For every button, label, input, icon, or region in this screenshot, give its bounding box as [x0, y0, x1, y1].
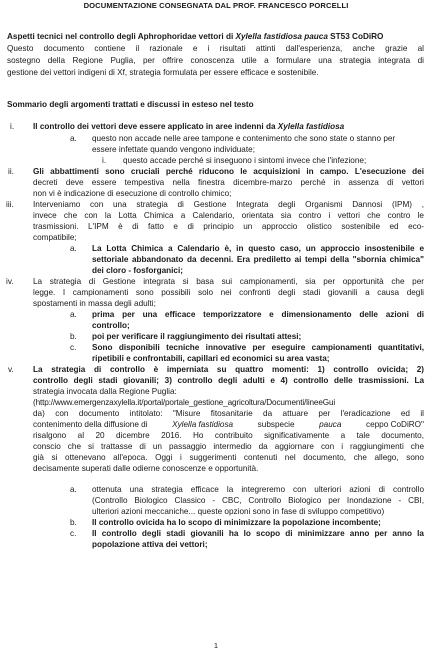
item-iv-a-line-2: controllo; — [92, 321, 130, 330]
item-v-c-number: c. — [70, 529, 77, 538]
item-iv-c-line-2: ripetibili e confrontabili, capillari ed economici su area vasta; — [92, 354, 330, 363]
item-v-line-2: controllo degli stadi giovanili; 3) controllo degli adulti e 4) controllo delle trasmissioni. La — [33, 376, 424, 385]
item-v-line-6 — [33, 419, 424, 430]
item-ii-line-1: Gli abbattimenti sono cruciali perché riducono le acquisizioni in campo. L'esecuzione dei — [33, 167, 424, 176]
title-species: Xylella fastidiosa pauca — [235, 32, 328, 41]
item-i-a-line-1: questo non accade nelle aree tampone e contenimento che sono state o stanno per — [92, 134, 396, 143]
title-post: ST53 CoDiRO — [327, 32, 384, 41]
item-iii-line-1: Interveniamo con una strategia di Gestione Integrata degli Organismi Dannosi (IPM) , — [33, 200, 424, 209]
item-i-line-1 — [33, 121, 344, 132]
page-number: 1 — [213, 641, 219, 650]
item-iii-number: iii. — [6, 200, 14, 209]
item-ii-number: ii. — [8, 167, 14, 176]
item-iv-a-number: a. — [70, 310, 77, 319]
line6-mid: subspecie — [257, 420, 295, 429]
item-iv-a-line-1: prima per una efficace temporizzatore e dimensionamento delle azioni di — [92, 310, 424, 319]
item-iv-b-line: poi per verificare il raggiungimento dei risultati attesi; — [92, 332, 302, 341]
item-v-line-7: risalgono al 20 dicembre 2016. Ho contribuito significativamente a tale documento, — [33, 431, 424, 440]
item-i-a-number: a. — [70, 134, 77, 143]
intro-line-2: sostegno della Regione Puglia, per offrire conoscenza utile a formulare una strategia integrata di — [7, 56, 424, 65]
item-v-a-line-2: (Controllo Biologico Classico - CBC, Controllo Biologico per Inondazione - CBI, — [92, 496, 424, 505]
item-v-line-5: da) con documento intitolato: "Misure fitosanitarie da attuare per l'eradicazione ed il — [33, 409, 424, 418]
line6-species: Xylella fastidiosa — [172, 420, 234, 429]
line6-subspecies: pauca — [319, 420, 342, 429]
item-v-a-line-3: ulteriori azioni meccaniche... queste opzioni sono in fase di sviluppo competitivo) — [92, 507, 385, 516]
item-v-url[interactable]: (http://www.emergenzaxylella.it/portal/portale_gestione_agricoltura/Documenti/lineeGui — [33, 398, 336, 407]
item-ii-line-3: non vi è indicazione di esecuzione di controllo chimico; — [33, 189, 232, 198]
item-v-a-number: a. — [70, 485, 77, 494]
item-v-b-line: Il controllo ovicida ha lo scopo di minimizzare la popolazione incombente; — [92, 518, 381, 527]
item-v-c-line-2: popolazione attiva dei vettori; — [92, 540, 208, 549]
item-iv-line-2: legge. I campionamenti sono possibili solo nei confronti degli stadi giovanili a causa degli — [33, 288, 424, 297]
item-v-number: v. — [8, 365, 14, 374]
item-iv-b-number: b. — [70, 332, 77, 341]
item-i-number: i. — [10, 122, 15, 131]
title-pre: Aspetti tecnici nel controllo degli Aphrophoridae vettori di — [7, 32, 236, 41]
item-iii-line-2: invece che con la Lotta Chimica a Calendario, orientata sia contro i vettori che contro le — [33, 211, 424, 220]
item-v-line-9: già si ottenevano all'epoca. Oggi i suggerimenti contenuti nel documento, che allego, sono — [33, 453, 424, 462]
item-iv-line-3: spostamenti in massa degli adulti; — [33, 299, 156, 308]
intro-line-1: Questo documento contiene il razionale e i risultati attinti dall'esperienza, anche grazie al — [7, 44, 424, 53]
item-v-line-3: strategia invocata dalla Regione Puglia: — [33, 387, 177, 396]
page-header: DOCUMENTAZIONE CONSEGNATA DAL PROF. FRANCESCO PORCELLI — [83, 1, 349, 10]
item-iii-a-line-2: settoriale abbandonato da decenni. Era prediletto ai tempi della "sbornia chimica" — [92, 255, 424, 264]
item-iv-number: iv. — [6, 277, 14, 286]
item-i-species: Xylella fastidiosa — [277, 122, 345, 131]
item-v-a-line-1: ottenuta una strategia efficace la integreremo con ulteriori azioni di controllo — [92, 485, 424, 494]
item-i-text: Il controllo dei vettori deve essere applicato in aree indenni da — [33, 122, 278, 131]
item-iii-a-line-3: dei cloro - fosforganici; — [92, 266, 183, 275]
item-v-c-line-1: Il controllo degli stadi giovanili ha lo scopo di minimizzare anno per anno la — [92, 529, 424, 538]
item-v-line-8: conscio che si trattasse di un passaggio intermedio da aggiornare con i raggiungimenti che — [33, 442, 424, 451]
item-v-line-10: decisamente superati dalle odierne conoscenze e opportunità. — [33, 464, 259, 473]
item-iii-a-number: a. — [70, 244, 77, 253]
document-title — [7, 31, 383, 42]
item-iv-line-1: La strategia di Gestione integrata si basa sui campionamenti, sia per opportunità che per — [33, 277, 424, 286]
summary-heading: Sommario degli argomenti trattati e discussi in esteso nel testo — [7, 100, 254, 109]
item-iii-line-3: trasmissioni. L'IPM è di fatto e di principio un approccio olistico sostenibile ed eco- — [33, 222, 424, 231]
line6-post: ceppo CoDiRO" — [365, 420, 424, 429]
item-ii-line-2: decreti deve essere tempestiva nella finestra dicembre-marzo perché in assenza di vettori — [33, 178, 424, 187]
intro-line-3: gestione dei vettori indigeni di Xf, strategia formulata per essere efficace e sostenibile. — [7, 68, 319, 77]
item-iii-a-line-1: La Lotta Chimica a Calendario è, in questo caso, un approccio insostenibile e — [92, 244, 424, 253]
line6-pre: contenimento della diffusione di — [33, 420, 148, 429]
item-iii-line-4: compatibile; — [33, 233, 77, 242]
item-i-a-line-2: essere infettate quando vengono individuate; — [92, 145, 255, 154]
item-i-sub-number: i. — [102, 156, 107, 165]
item-iv-c-number: c. — [70, 343, 77, 352]
item-i-sub-line: questo accade perché si inseguono i sintomi invece che l'infezione; — [123, 156, 367, 165]
item-v-line-1: La strategia di controllo è imperniata su quattro momenti: 1) controllo ovicida; 2) — [33, 365, 424, 374]
item-v-b-number: b. — [70, 518, 77, 527]
item-iv-c-line-1: Sono disponibili tecniche innovative per eseguire campionamenti quantitativi, — [92, 343, 424, 352]
